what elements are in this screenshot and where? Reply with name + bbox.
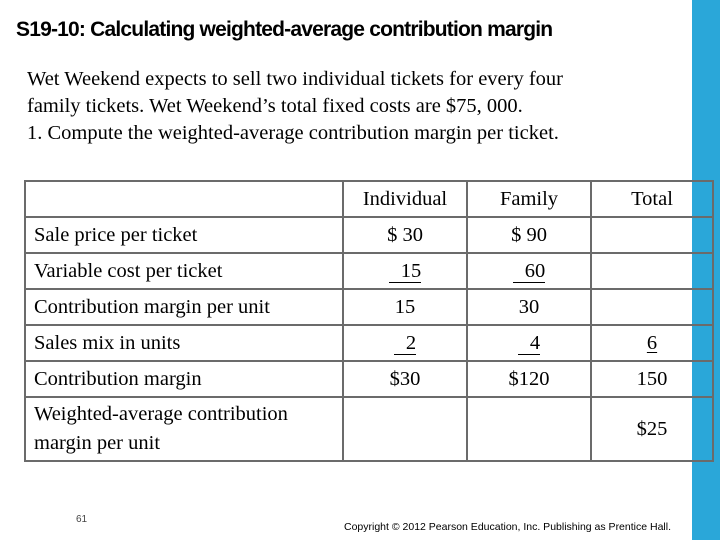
table-row-weighted-average [25, 397, 713, 461]
row-label: Sales mix in units [25, 325, 343, 361]
cell-individual: $30 [343, 361, 467, 397]
underlined-value: 60 [513, 260, 546, 283]
page-number: 61 [76, 514, 88, 525]
header-individual: Individual [343, 181, 467, 217]
table-row-cm-per-unit [25, 289, 713, 325]
cell-individual [343, 325, 467, 361]
cell-family: $120 [467, 361, 591, 397]
underlined-value: 6 [646, 331, 658, 354]
cell-total: $25 [591, 397, 713, 461]
intro-line-1: Wet Weekend expects to sell two individual tickets for every four [27, 68, 563, 90]
copyright-notice: Copyright © 2012 Pearson Education, Inc. Publishing as Prentice Hall. [344, 521, 672, 533]
cell-family: 30 [467, 289, 591, 325]
header-family: Family [467, 181, 591, 217]
slide-title: S19-10: Calculating weighted-average contribution margin [16, 18, 553, 41]
row-label: Weighted-average contribution margin per unit [25, 397, 343, 461]
cell-individual: $ 30 [343, 217, 467, 253]
cell-family [467, 253, 591, 289]
table-row-variable-cost [25, 253, 713, 289]
cell-family [467, 325, 591, 361]
underlined-value: 2 [394, 332, 416, 355]
cell-individual [343, 397, 467, 461]
cell-total [591, 289, 713, 325]
table-row-sale-price [25, 217, 713, 253]
row-label: Sale price per ticket [25, 217, 343, 253]
intro-line-2: family tickets. Wet Weekend’s total fixed costs are $75, 000. [27, 95, 523, 117]
cell-total [591, 217, 713, 253]
table-row-contribution-margin [25, 361, 713, 397]
cell-individual: 15 [343, 289, 467, 325]
header-total: Total [591, 181, 713, 217]
intro-line-3: 1. Compute the weighted-average contribution margin per ticket. [27, 122, 559, 144]
row-label: Contribution margin per unit [25, 289, 343, 325]
row-label: Variable cost per ticket [25, 253, 343, 289]
cell-family [467, 397, 591, 461]
table-header-row [25, 181, 713, 217]
cell-total [591, 325, 713, 361]
underlined-value: 4 [518, 332, 540, 355]
problem-statement [27, 66, 687, 147]
cell-total: 150 [591, 361, 713, 397]
cell-individual [343, 253, 467, 289]
underlined-value: 15 [389, 260, 422, 283]
header-empty-cell [25, 181, 343, 217]
table-row-sales-mix [25, 325, 713, 361]
cell-family: $ 90 [467, 217, 591, 253]
cell-total [591, 253, 713, 289]
row-label: Contribution margin [25, 361, 343, 397]
contribution-margin-table [24, 180, 714, 462]
